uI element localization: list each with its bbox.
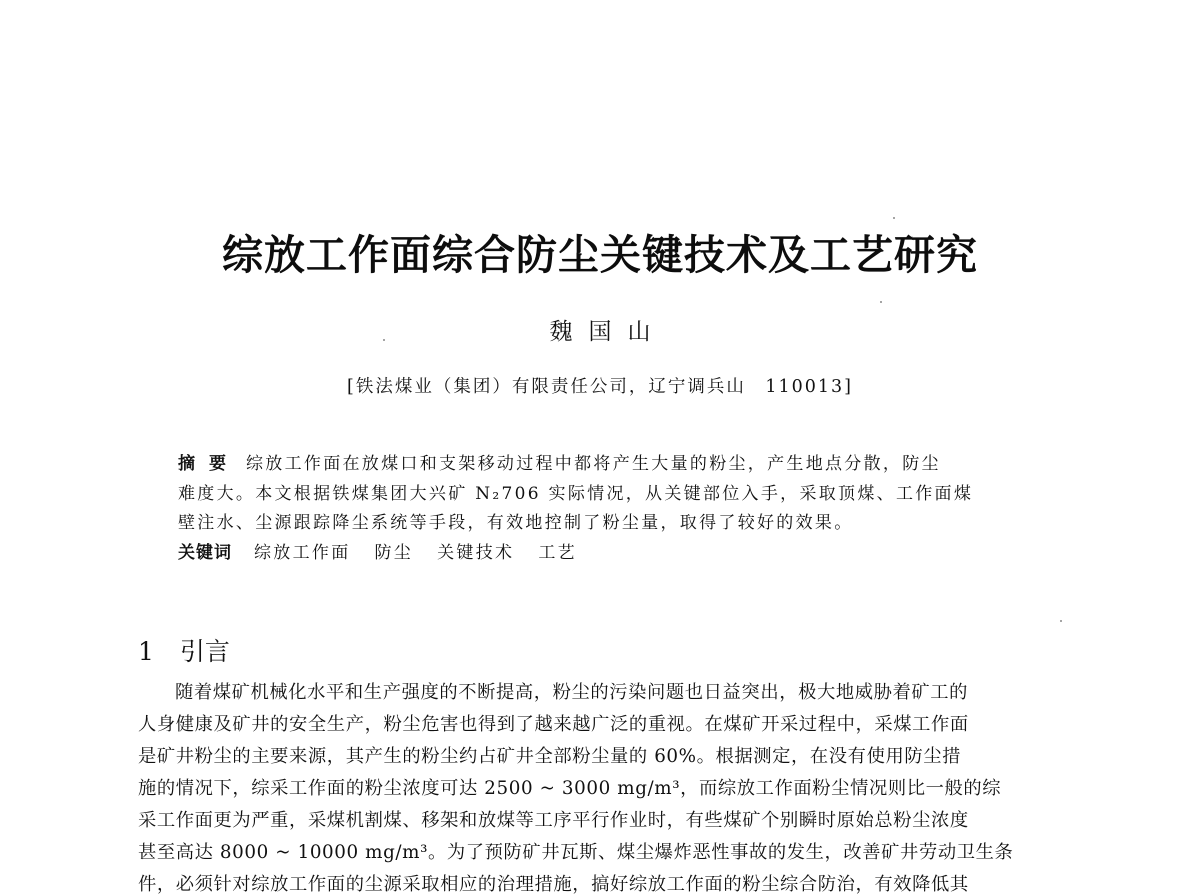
scan-speck <box>880 301 882 303</box>
abstract-text: 综放工作面在放煤口和支架移动过程中都将产生大量的粉尘，产生地点分散，防尘 <box>246 454 941 474</box>
abstract-line: 壁注水、尘源跟踪降尘系统等手段，有效地控制了粉尘量，取得了较好的效果。 <box>178 513 854 533</box>
scan-speck <box>1060 620 1062 622</box>
keyword: 综放工作面 <box>254 542 351 563</box>
keyword: 工艺 <box>538 542 577 563</box>
abstract-line: 难度大。本文根据铁煤集团大兴矿 N₂706 实际情况，从关键部位入手，采取顶煤、工作面煤 <box>178 483 974 504</box>
section-number: 1 <box>138 637 154 666</box>
scan-speck <box>893 217 895 219</box>
body-line: 采工作面更为严重，采煤机割煤、移架和放煤等工序平行作业时，有些煤矿个别瞬时原始总粉尘浓度 <box>138 810 969 831</box>
body-line: 甚至高达 8000 ~ 10000 mg/m³。为了预防矿井瓦斯、煤尘爆炸恶性事故的发生，改善矿井劳动卫生条 <box>138 842 1014 863</box>
abstract <box>178 450 1038 568</box>
body-line: 人身健康及矿井的安全生产，粉尘危害也得到了越来越广泛的重视。在煤矿开采过程中，采煤工作面 <box>138 714 969 735</box>
section-heading <box>138 632 230 668</box>
abstract-label: 摘要 <box>178 454 240 474</box>
abstract-line <box>178 450 1038 480</box>
section-title: 引言 <box>179 637 230 666</box>
section-body <box>138 677 1073 895</box>
paper-title: 综放工作面综合防尘关键技术及工艺研究 <box>222 231 978 279</box>
keyword: 关键技术 <box>437 542 515 563</box>
body-line: 是矿井粉尘的主要来源，其产生的粉尘约占矿井全部粉尘量的 60%。根据测定，在没有使用防尘措 <box>138 746 961 767</box>
body-line: 随着煤矿机械化水平和生产强度的不断提高，粉尘的污染问题也日益突出，极大地威胁着矿工的 <box>175 682 969 703</box>
author-name: 魏国山 <box>549 319 667 345</box>
keywords <box>178 539 1038 569</box>
keywords-label: 关键词 <box>178 542 232 563</box>
body-line: 施的情况下，综采工作面的粉尘浓度可达 2500 ~ 3000 mg/m³，而综放工作面粉尘情况则比一般的综 <box>138 778 1002 799</box>
author-affiliation: [铁法煤业（集团）有限责任公司，辽宁调兵山 110013] <box>347 377 853 397</box>
keyword: 防尘 <box>374 542 414 563</box>
body-line: 件，必须针对综放工作面的尘源采取相应的治理措施，搞好综放工作面的粉尘综合防治，有效降低其 <box>138 874 969 895</box>
